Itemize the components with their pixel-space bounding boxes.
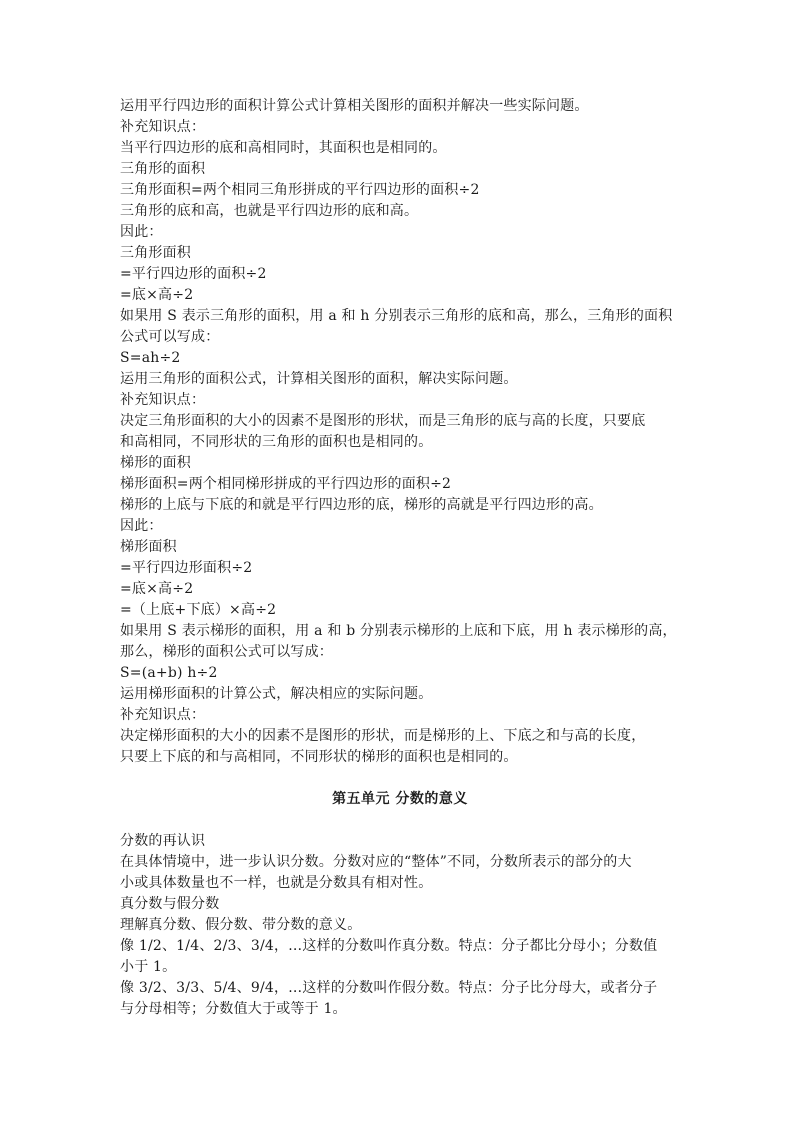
text-line: 和高相同，不同形状的三角形的面积也是相同的。 bbox=[120, 434, 433, 450]
text-line: 与分母相等；分数值大于或等于 1。 bbox=[120, 1001, 347, 1017]
text-line: =（上底+下底）×高÷2 bbox=[120, 602, 277, 618]
text-line: 补充知识点： bbox=[120, 119, 206, 135]
text-line: 补充知识点： bbox=[120, 392, 206, 408]
text-line: 真分数与假分数 bbox=[120, 896, 220, 912]
text-line: S=(a+b) h÷2 bbox=[120, 665, 218, 681]
text-line: 分数的再认识 bbox=[120, 833, 206, 849]
text-line: 因此： bbox=[120, 518, 163, 534]
text-line: 梯形面积 bbox=[120, 539, 177, 555]
text-line: 三角形面积=两个相同三角形拼成的平行四边形的面积÷2 bbox=[120, 182, 480, 198]
text-line: =平行四边形的面积÷2 bbox=[120, 266, 267, 282]
text-line: 像 3/2、3/3、5/4、9/4，…这样的分数叫作假分数。特点：分子比分母大，或者分子 bbox=[120, 980, 658, 996]
text-line: 当平行四边形的底和高相同时，其面积也是相同的。 bbox=[120, 140, 447, 156]
text-line: 梯形的上底与下底的和就是平行四边形的底，梯形的高就是平行四边形的高。 bbox=[120, 497, 603, 513]
section-heading: 第五单元 分数的意义 bbox=[332, 791, 468, 807]
text-line: =底×高÷2 bbox=[120, 581, 194, 597]
text-block-fractions bbox=[120, 831, 680, 1020]
text-line: 三角形的面积 bbox=[120, 161, 206, 177]
text-line: 小或具体数量也不一样，也就是分数具有相对性。 bbox=[120, 875, 433, 891]
text-line: 三角形的底和高，也就是平行四边形的底和高。 bbox=[120, 203, 419, 219]
text-line: 理解真分数、假分数、带分数的意义。 bbox=[120, 917, 362, 933]
text-line: 小于 1。 bbox=[120, 959, 177, 975]
text-line: 像 1/2、1/4、2/3、3/4，…这样的分数叫作真分数。特点：分子都比分母小；分数值 bbox=[120, 938, 658, 954]
text-line: =底×高÷2 bbox=[120, 287, 194, 303]
text-line: 如果用 S 表示三角形的面积，用 a 和 h 分别表示三角形的底和高，那么，三角形的面积 bbox=[120, 308, 673, 324]
text-line: S=ah÷2 bbox=[120, 350, 181, 366]
text-line: 在具体情境中，进一步认识分数。分数对应的“整体”不同，分数所表示的部分的大 bbox=[120, 854, 632, 870]
text-block-area-formulas bbox=[120, 96, 680, 768]
text-line: 梯形面积=两个相同梯形拼成的平行四边形的面积÷2 bbox=[120, 476, 452, 492]
text-line: 决定三角形面积的大小的因素不是图形的形状，而是三角形的底与高的长度，只要底 bbox=[120, 413, 646, 429]
spacer bbox=[120, 810, 680, 831]
text-line: 运用平行四边形的面积计算公式计算相关图形的面积并解决一些实际问题。 bbox=[120, 98, 589, 114]
text-line: 运用梯形面积的计算公式，解决相应的实际问题。 bbox=[120, 686, 433, 702]
document-page bbox=[120, 96, 680, 1020]
text-line: 只要上下底的和与高相同，不同形状的梯形的面积也是相同的。 bbox=[120, 749, 518, 765]
text-line: =平行四边形面积÷2 bbox=[120, 560, 253, 576]
text-line: 梯形的面积 bbox=[120, 455, 191, 471]
text-line: 补充知识点： bbox=[120, 707, 206, 723]
text-line: 运用三角形的面积公式，计算相关图形的面积，解决实际问题。 bbox=[120, 371, 518, 387]
text-line: 决定梯形面积的大小的因素不是图形的形状，而是梯形的上、下底之和与高的长度， bbox=[120, 728, 646, 744]
text-line: 那么，梯形的面积公式可以写成： bbox=[120, 644, 333, 660]
text-line: 如果用 S 表示梯形的面积，用 a 和 b 分别表示梯形的上底和下底，用 h 表示梯形的高， bbox=[120, 623, 677, 639]
text-line: 公式可以写成： bbox=[120, 329, 220, 345]
text-line: 因此： bbox=[120, 224, 163, 240]
spacer bbox=[120, 768, 680, 789]
text-line: 三角形面积 bbox=[120, 245, 191, 261]
